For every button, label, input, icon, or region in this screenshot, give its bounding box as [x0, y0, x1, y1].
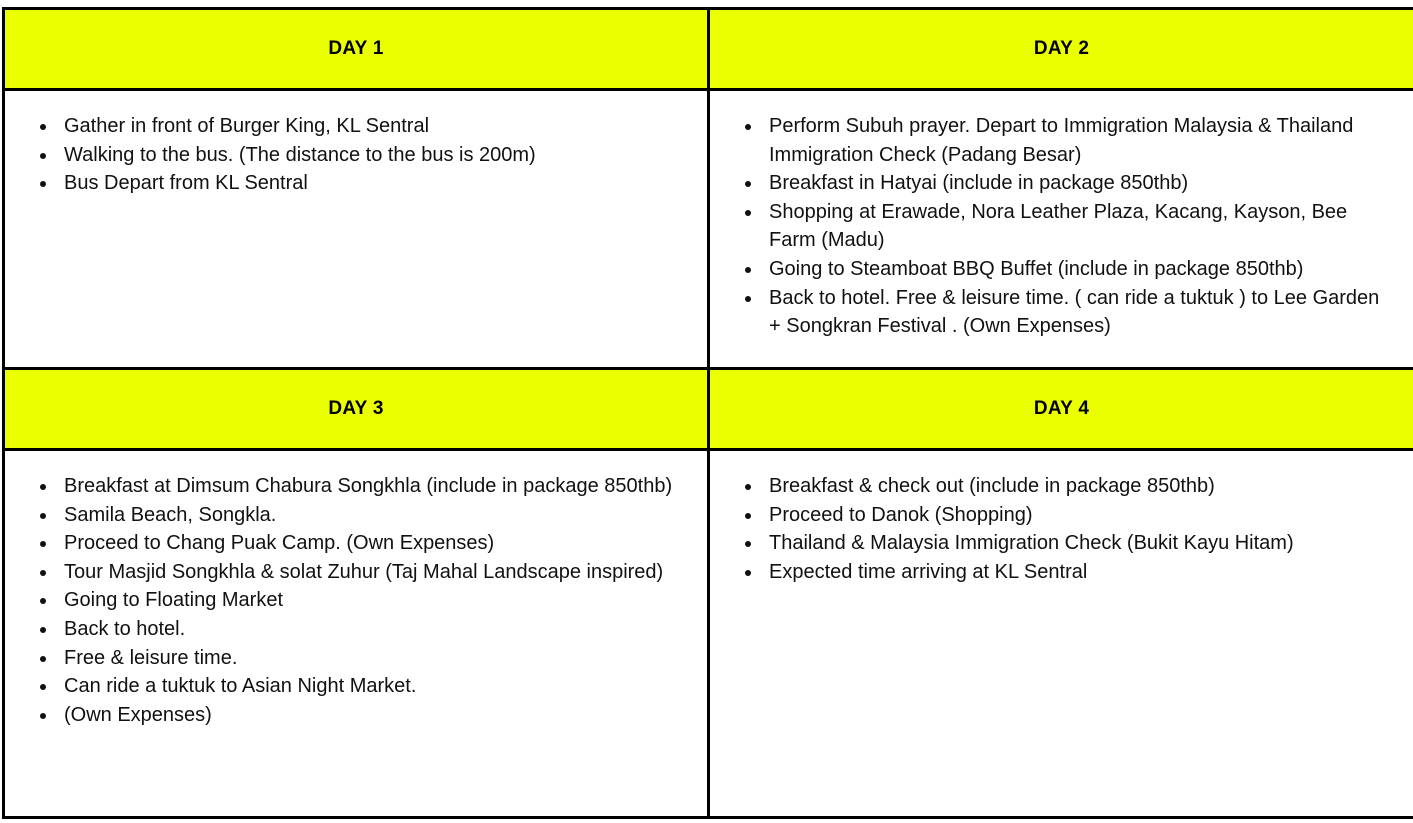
list-item: Expected time arriving at KL Sentral: [769, 558, 1393, 587]
list-item: (Own Expenses): [64, 701, 687, 730]
day-3-header: DAY 3: [4, 369, 709, 450]
list-item: Breakfast & check out (include in package 850thb): [769, 472, 1393, 501]
list-item: Tour Masjid Songkhla & solat Zuhur (Taj Mahal Landscape inspired): [64, 558, 687, 587]
list-item: Thailand & Malaysia Immigration Check (Bukit Kayu Hitam): [769, 529, 1393, 558]
list-item: Free & leisure time.: [64, 644, 687, 673]
day-2-header: DAY 2: [709, 9, 1413, 90]
day-2-body: [709, 90, 1413, 369]
day-1-header: DAY 1: [4, 9, 709, 90]
list-item: Proceed to Chang Puak Camp. (Own Expenses): [64, 529, 687, 558]
list-item: Walking to the bus. (The distance to the bus is 200m): [64, 141, 687, 170]
day-4-body: [709, 450, 1413, 818]
day-1-list: [5, 91, 707, 198]
list-item: Back to hotel. Free & leisure time. ( can ride a tuktuk ) to Lee Garden + Songkran Festival . (Own Expenses): [769, 284, 1393, 341]
day-2-list: [710, 91, 1413, 341]
list-item: Samila Beach, Songkla.: [64, 501, 687, 530]
header-row-1: [4, 9, 1413, 90]
body-row-1: [4, 90, 1413, 369]
list-item: Bus Depart from KL Sentral: [64, 169, 687, 198]
list-item: Back to hotel.: [64, 615, 687, 644]
day-3-body: [4, 450, 709, 818]
list-item: Breakfast at Dimsum Chabura Songkhla (include in package 850thb): [64, 472, 687, 501]
list-item: Proceed to Danok (Shopping): [769, 501, 1393, 530]
list-item: Shopping at Erawade, Nora Leather Plaza, Kacang, Kayson, Bee Farm (Madu): [769, 198, 1393, 255]
header-row-2: [4, 369, 1413, 450]
day-1-body: [4, 90, 709, 369]
list-item: Gather in front of Burger King, KL Sentral: [64, 112, 687, 141]
day-4-list: [710, 451, 1413, 586]
body-row-2: [4, 450, 1413, 818]
day-4-header: DAY 4: [709, 369, 1413, 450]
list-item: Going to Steamboat BBQ Buffet (include in package 850thb): [769, 255, 1393, 284]
list-item: Breakfast in Hatyai (include in package 850thb): [769, 169, 1393, 198]
list-item: Perform Subuh prayer. Depart to Immigration Malaysia & Thailand Immigration Check (Padang Besar): [769, 112, 1393, 169]
list-item: Can ride a tuktuk to Asian Night Market.: [64, 672, 687, 701]
itinerary-table: [2, 7, 1413, 819]
list-item: Going to Floating Market: [64, 586, 687, 615]
day-3-list: [5, 451, 707, 729]
